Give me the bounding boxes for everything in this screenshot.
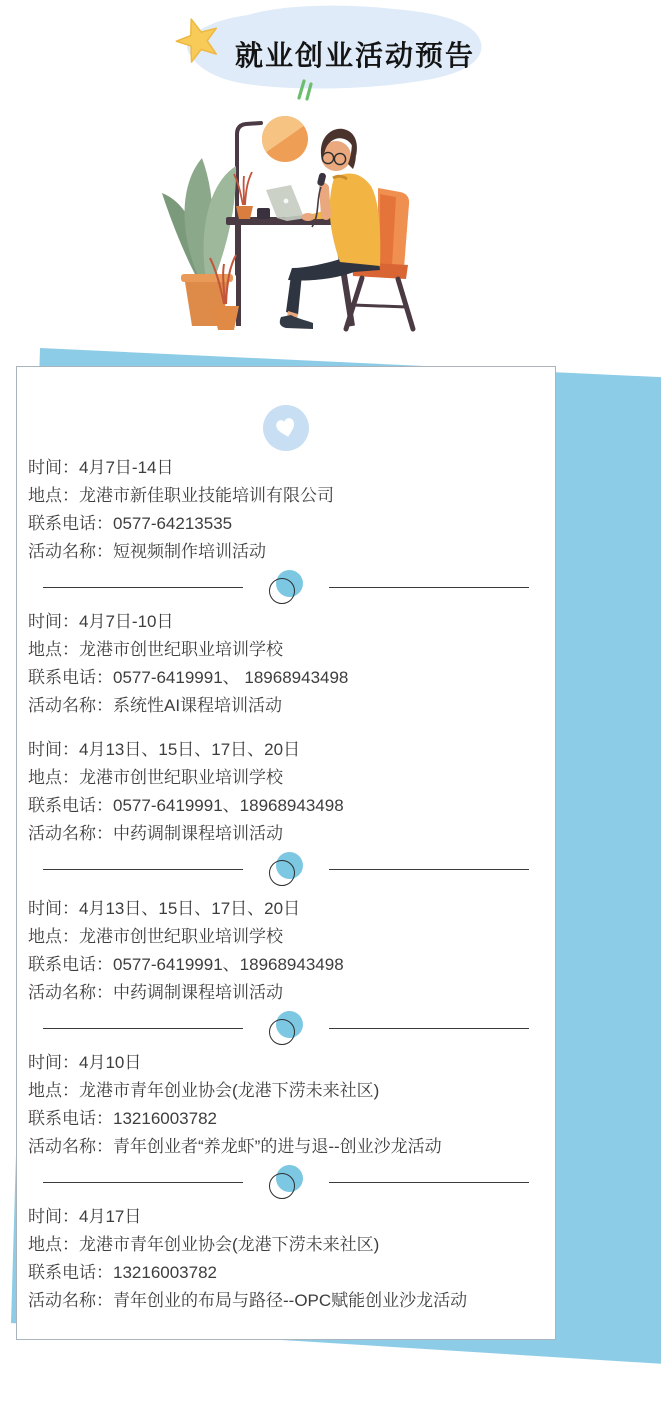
star-icon [174, 15, 222, 65]
section-divider [28, 1161, 544, 1203]
name-value: 中药调制课程培训活动 [113, 824, 283, 843]
event-name-row [28, 979, 544, 1007]
name-label: 活动名称： [28, 1137, 113, 1156]
event-phone-row [28, 1259, 544, 1287]
time-label: 时间： [28, 1207, 79, 1226]
heart-icon [263, 405, 309, 451]
section-divider [28, 848, 544, 890]
divider-line-right [329, 1182, 529, 1183]
name-value: 系统性AI课程培训活动 [113, 696, 283, 715]
event-time-row [28, 895, 544, 923]
event-location-row [28, 1077, 544, 1105]
name-label: 活动名称： [28, 983, 113, 1002]
event-location-row [28, 923, 544, 951]
event-phone-row [28, 792, 544, 820]
name-label: 活动名称： [28, 1291, 113, 1310]
name-label: 活动名称： [28, 824, 113, 843]
location-label: 地点： [28, 1081, 79, 1100]
divider-line-right [329, 587, 529, 588]
location-label: 地点： [28, 768, 79, 787]
name-value: 短视频制作培训活动 [113, 542, 266, 561]
event-time-row [28, 736, 544, 764]
event-phone-row [28, 510, 544, 538]
time-label: 时间： [28, 899, 79, 918]
location-value: 龙港市创世纪职业培训学校 [79, 768, 283, 787]
divider-line-left [43, 869, 243, 870]
time-value: 4月17日 [79, 1207, 142, 1226]
event-phone-row [28, 664, 544, 692]
event-card-3 [28, 736, 544, 848]
event-location-row [28, 482, 544, 510]
location-value: 龙港市新佳职业技能培训有限公司 [79, 486, 334, 505]
phone-value: 13216003782 [113, 1109, 218, 1128]
event-location-row [28, 636, 544, 664]
location-label: 地点： [28, 640, 79, 659]
desk-work-illustration [140, 98, 440, 338]
page-title: 就业创业活动预告 [234, 40, 475, 71]
divider-circle-icon [269, 570, 303, 604]
phone-label: 联系电话： [28, 1263, 113, 1282]
time-label: 时间： [28, 1053, 79, 1072]
time-value: 4月10日 [79, 1053, 142, 1072]
phone-label: 联系电话： [28, 955, 113, 974]
name-label: 活动名称： [28, 696, 113, 715]
phone-label: 联系电话： [28, 514, 113, 533]
event-location-row [28, 1231, 544, 1259]
location-value: 龙港市青年创业协会(龙港下涝未来社区) [79, 1081, 380, 1100]
time-label: 时间： [28, 740, 79, 759]
section-divider [28, 1007, 544, 1049]
divider-line-left [43, 1182, 243, 1183]
location-label: 地点： [28, 486, 79, 505]
event-name-row [28, 538, 544, 566]
illustration-person-legs [280, 256, 380, 329]
time-value: 4月7日-10日 [79, 612, 174, 631]
name-label: 活动名称： [28, 542, 113, 561]
divider-line-left [43, 587, 243, 588]
phone-value: 13216003782 [113, 1263, 218, 1282]
event-card-2 [28, 608, 544, 720]
event-name-row [28, 1287, 544, 1315]
location-value: 龙港市创世纪职业培训学校 [79, 640, 283, 659]
event-name-row [28, 820, 544, 848]
time-value: 4月7日-14日 [79, 458, 174, 477]
phone-value: 0577-6419991、18968943498 [113, 955, 344, 974]
name-value: 青年创业的布局与路径--OPC赋能创业沙龙活动 [113, 1291, 468, 1310]
event-time-row [28, 454, 544, 482]
event-phone-row [28, 1105, 544, 1133]
time-value: 4月13日、15日、17日、20日 [79, 740, 301, 759]
illustration-mug [257, 208, 270, 219]
time-label: 时间： [28, 458, 79, 477]
event-name-row [28, 692, 544, 720]
event-card-5 [28, 1049, 544, 1161]
phone-label: 联系电话： [28, 668, 113, 687]
event-card-1 [28, 454, 544, 566]
location-value: 龙港市创世纪职业培训学校 [79, 927, 283, 946]
divider-line-left [43, 1028, 243, 1029]
divider-circle-icon [269, 1165, 303, 1199]
phone-value: 0577-6419991、18968943498 [113, 796, 344, 815]
divider-line-right [329, 1028, 529, 1029]
location-label: 地点： [28, 1235, 79, 1254]
location-value: 龙港市青年创业协会(龙港下涝未来社区) [79, 1235, 380, 1254]
phone-label: 联系电话： [28, 796, 113, 815]
illustration-person [302, 129, 381, 266]
event-location-row [28, 764, 544, 792]
location-label: 地点： [28, 927, 79, 946]
event-name-row [28, 1133, 544, 1161]
section-divider [28, 566, 544, 608]
slash-accent-icon [291, 77, 317, 103]
divider-circle-icon [269, 1011, 303, 1045]
divider-line-right [329, 869, 529, 870]
event-time-row [28, 1049, 544, 1077]
event-time-row [28, 608, 544, 636]
phone-value: 0577-64213535 [113, 514, 233, 533]
time-label: 时间： [28, 612, 79, 631]
name-value: 青年创业者“养龙虾”的进与退--创业沙龙活动 [113, 1137, 442, 1156]
time-value: 4月13日、15日、17日、20日 [79, 899, 301, 918]
name-value: 中药调制课程培训活动 [113, 983, 283, 1002]
divider-circle-icon [269, 852, 303, 886]
phone-value: 0577-6419991、 18968943498 [113, 668, 349, 687]
events-card [16, 366, 556, 1340]
phone-label: 联系电话： [28, 1109, 113, 1128]
event-phone-row [28, 951, 544, 979]
event-card-4 [28, 895, 544, 1007]
event-card-6 [28, 1203, 544, 1315]
event-time-row [28, 1203, 544, 1231]
